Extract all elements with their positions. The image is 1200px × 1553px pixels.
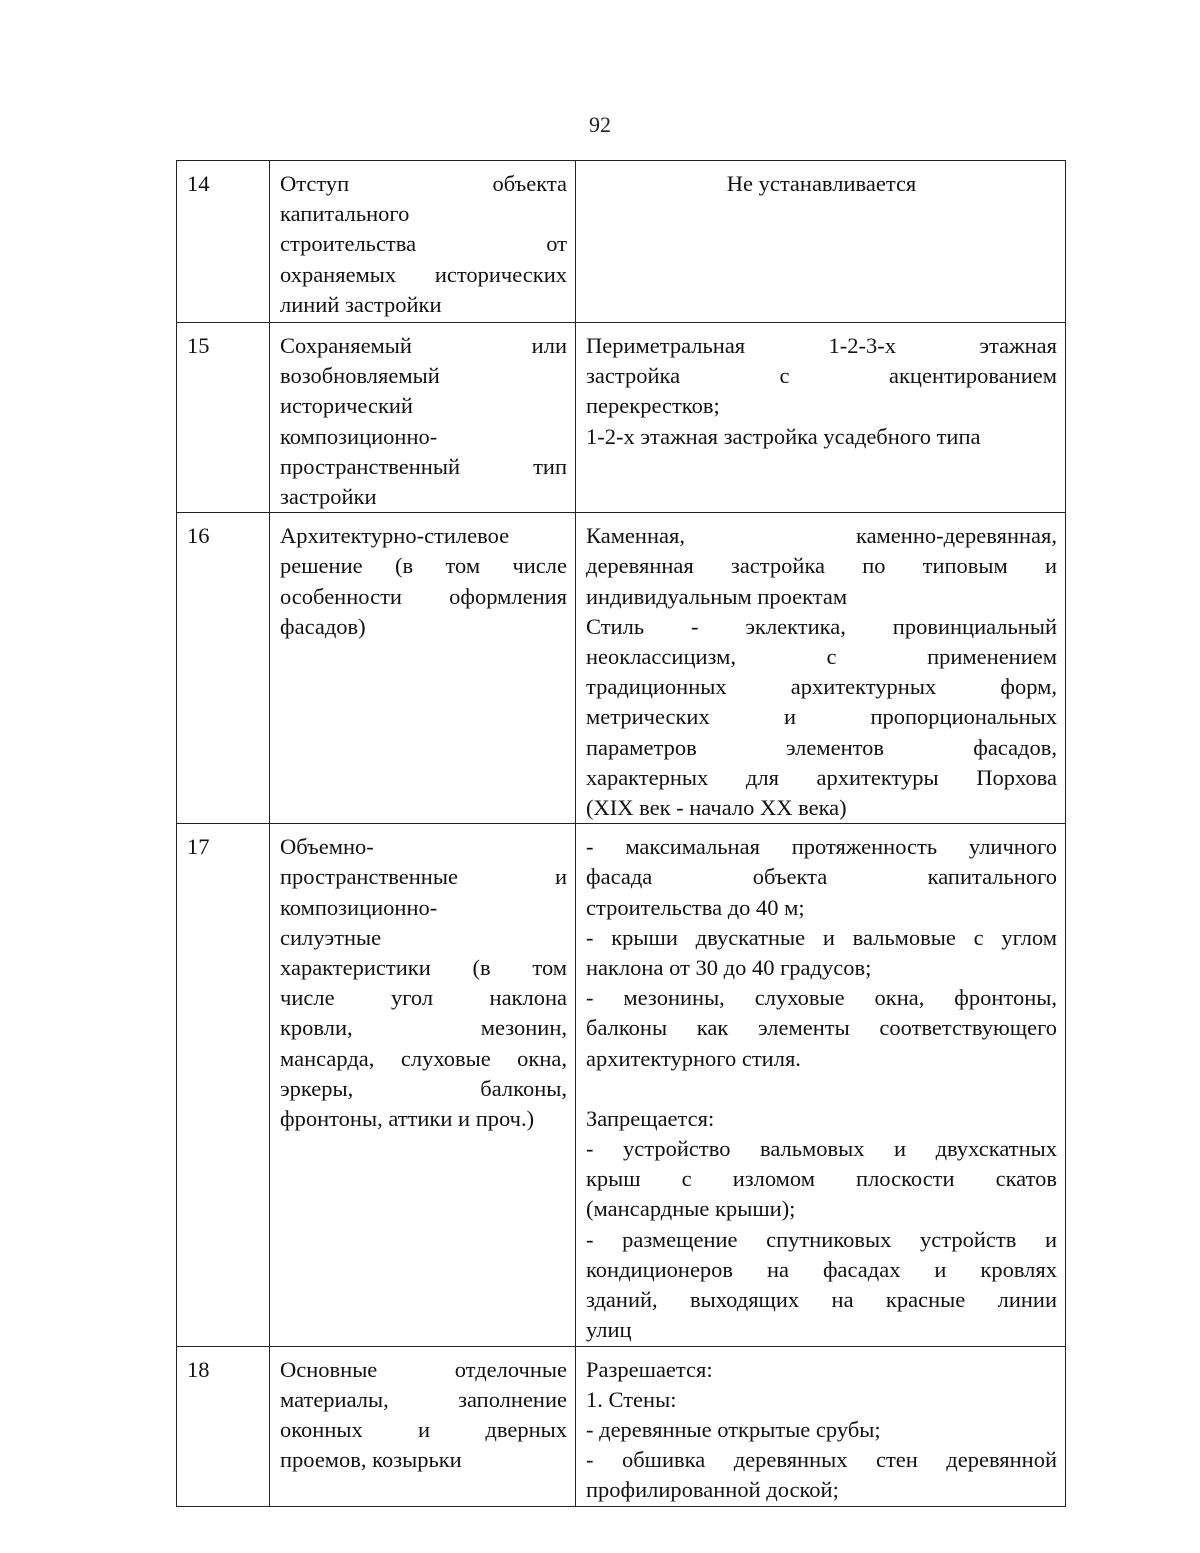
text-line: капитального xyxy=(280,201,410,227)
text-line: 1. Стены: xyxy=(586,1386,677,1412)
text-line: возобновляемый xyxy=(280,363,440,389)
value-cell xyxy=(576,1346,1066,1506)
table-row xyxy=(177,824,1066,1346)
text-line: - максимальная протяженность уличного xyxy=(586,834,1057,860)
text-line: - размещение спутниковых устройств и xyxy=(586,1226,1057,1252)
text-line: решение (в том числе xyxy=(280,553,567,579)
text-line: Стиль - эклектика, провинциальный xyxy=(586,613,1057,639)
text-line: традиционных архитектурных форм, xyxy=(586,674,1057,700)
text-line: числе угол наклона xyxy=(280,985,567,1011)
text-line: Периметральная 1-2-3-х этажная xyxy=(586,333,1057,358)
text-line: фасада объекта капитального xyxy=(586,864,1057,890)
text-line: (мансардные крыши); xyxy=(586,1196,796,1222)
text-line: - мезонины, слуховые окна, фронтоны, xyxy=(586,985,1057,1011)
table-row xyxy=(177,323,1066,513)
parameter-cell xyxy=(270,161,576,323)
text-line: материалы, заполнение xyxy=(280,1386,567,1412)
text-line: мансарда, слуховые окна, xyxy=(280,1045,567,1071)
text-line: 1-2-х этажная застройка усадебного типа xyxy=(586,423,981,449)
text-line: архитектурного стиля. xyxy=(586,1045,801,1071)
table-row xyxy=(177,513,1066,824)
text-line: Отступ объекта xyxy=(280,171,567,196)
text-line: Основные отделочные xyxy=(280,1356,567,1382)
text-line: Разрешается: xyxy=(586,1356,713,1382)
row-number: 16 xyxy=(177,513,270,824)
text-line: (XIX век - начало XX века) xyxy=(586,795,847,821)
text-line: профилированной доской; xyxy=(586,1477,839,1503)
value-cell xyxy=(576,824,1066,1346)
text-line: проемов, козырьки xyxy=(280,1447,462,1473)
text-line: - устройство вальмовых и двухскатных xyxy=(586,1136,1057,1162)
row-number: 18 xyxy=(177,1346,270,1506)
text-line: неоклассицизм, с применением xyxy=(586,644,1057,670)
text-line: Запрещается: xyxy=(586,1105,715,1131)
text-line: Объемно- xyxy=(280,834,374,860)
text-line: строительства до 40 м; xyxy=(586,894,805,920)
text-line: застройка с акцентированием xyxy=(586,363,1057,389)
value-cell xyxy=(576,513,1066,824)
text-line: деревянная застройка по типовым и xyxy=(586,553,1057,579)
value-cell xyxy=(576,323,1066,513)
row-number: 15 xyxy=(177,323,270,513)
text-line: Каменная, каменно-деревянная, xyxy=(586,523,1057,549)
text-line: кондиционеров на фасадах и кровлях xyxy=(586,1256,1057,1282)
parameter-cell xyxy=(270,1346,576,1506)
text-line: характеристики (в том xyxy=(280,955,567,981)
parameter-cell xyxy=(270,513,576,824)
text-line: параметров элементов фасадов, xyxy=(586,734,1057,760)
text-line: силуэтные xyxy=(280,924,382,950)
text-line: кровли, мезонин, xyxy=(280,1015,567,1041)
text-line: метрических и пропорциональных xyxy=(586,704,1057,730)
table-row xyxy=(177,161,1066,323)
text-line: балконы как элементы соответствующего xyxy=(586,1015,1057,1041)
blank-line xyxy=(586,1074,1057,1104)
text-line: композиционно- xyxy=(280,423,438,449)
text-line: пространственный тип xyxy=(280,453,567,479)
text-line: эркеры, балконы, xyxy=(280,1075,567,1101)
text-line: перекрестков; xyxy=(586,393,720,419)
value-cell xyxy=(576,161,1066,323)
text-line: фронтоны, аттики и проч.) xyxy=(280,1106,535,1132)
page-number: 92 xyxy=(589,112,611,137)
text-line: Архитектурно-стилевое xyxy=(280,523,510,549)
text-line: - обшивка деревянных стен деревянной xyxy=(586,1447,1057,1473)
text-line: застройки xyxy=(280,484,377,510)
text-line: исторический xyxy=(280,393,413,419)
parameter-cell xyxy=(270,824,576,1346)
text-line: охраняемых исторических xyxy=(280,261,567,287)
text-line: характерных для архитектуры Порхова xyxy=(586,764,1057,790)
text-line: улиц xyxy=(586,1317,632,1343)
text-line: линий застройки xyxy=(280,291,442,317)
text-line: Не устанавливается xyxy=(726,171,917,196)
text-line: композиционно- xyxy=(280,894,438,920)
text-line: Сохраняемый или xyxy=(280,333,567,358)
text-line: наклона от 30 до 40 градусов; xyxy=(586,955,872,981)
table-row xyxy=(177,1346,1066,1506)
text-line: зданий, выходящих на красные линии xyxy=(586,1287,1057,1313)
text-line: - деревянные открытые срубы; xyxy=(586,1416,881,1442)
text-line: оконных и дверных xyxy=(280,1416,567,1442)
text-line: особенности оформления xyxy=(280,583,567,609)
text-line: индивидуальным проектам xyxy=(586,583,848,609)
text-line: строительства от xyxy=(280,231,567,257)
text-line: фасадов) xyxy=(280,613,366,639)
text-line: - крыши двускатные и вальмовые с углом xyxy=(586,924,1057,950)
text-line: крыш с изломом плоскости скатов xyxy=(586,1166,1057,1192)
parameter-cell xyxy=(270,323,576,513)
row-number: 14 xyxy=(177,161,270,323)
regulations-table xyxy=(176,160,1066,1507)
text-line: пространственные и xyxy=(280,864,567,890)
row-number: 17 xyxy=(177,824,270,1346)
